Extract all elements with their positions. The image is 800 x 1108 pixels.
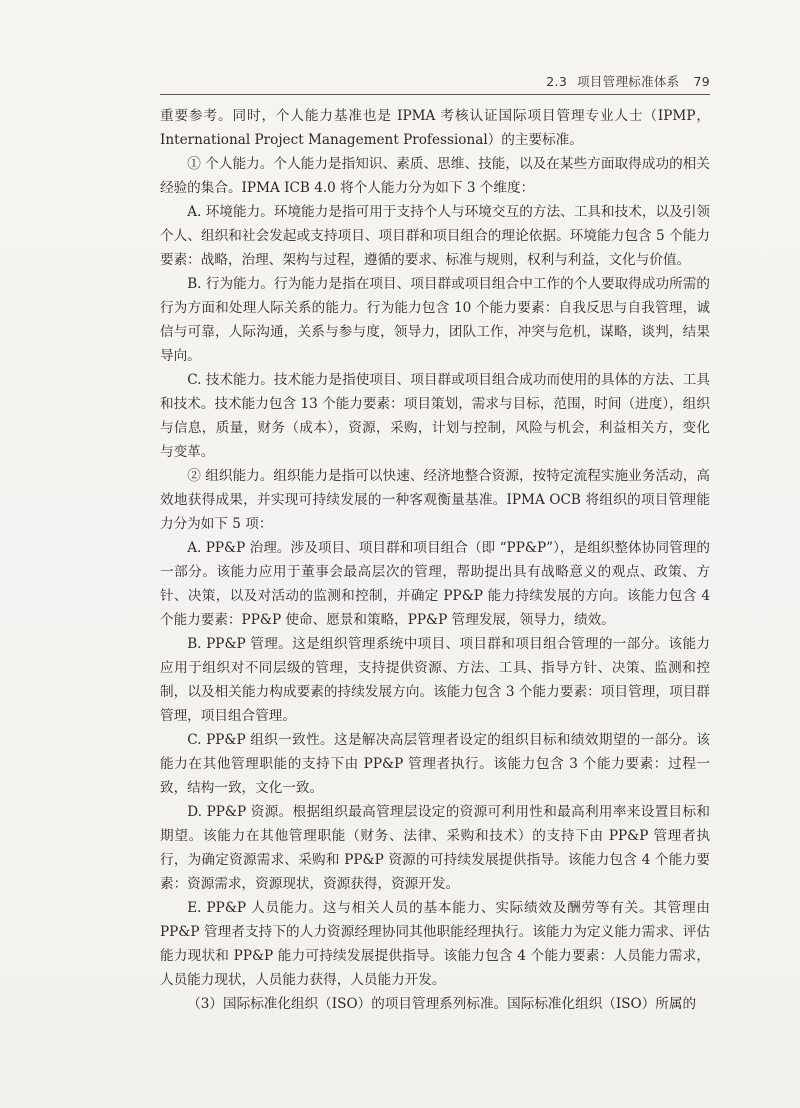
paragraph-ppp-governance: A. PP&P 治理。涉及项目、项目群和项目组合（即 “PP&P”），是组织整体协同管理的一部分。该能力应用于董事会最高层次的管理，帮助提出具有战略意义的观点、政策、方针、决策，以及对活动的监测和控制，并确定 PP&P 能力持续发展的方向。该能力包含 4 个能力要素：PP&P 使命、愿景和策略，PP&P 管理发展，领导力，绩效。 — [160, 540, 710, 628]
header-rule — [160, 94, 710, 95]
paragraph-ppp-people: E. PP&P 人员能力。这与相关人员的基本能力、实际绩效及酬劳等有关。其管理由 PP&P 管理者支持下的人力资源经理协同其他职能经理执行。该能力为定义能力需求、评估能力现状和 PP&P 能力可持续发展提供指导。该能力包含 4 个能力要素：人员能力需求，人员能力现状，人员能力获得，人员能力开发。 — [160, 900, 710, 988]
paragraph-perspective-competence: A. 环境能力。环境能力是指可用于支持个人与环境交互的方法、工具和技术，以及引领个人、组织和社会发起或支持项目、项目群和项目组合的理论依据。环境能力包含 5 个能力要素：战略，治理、架构与过程，遵循的要求、标准与规则，权利与利益，文化与价值。 — [160, 204, 710, 268]
section-title: 项目管理标准体系 — [577, 74, 680, 89]
paragraph-ppp-resources: D. PP&P 资源。根据组织最高管理层设定的资源可利用性和最高利用率来设置目标和期望。该能力在其他管理职能（财务、法律、采购和技术）的支持下由 PP&P 管理者执行，为确定资源需求、采购和 PP&P 资源的可持续发展提供指导。该能力包含 4 个能力要素：资源需求，资源现状，资源获得，资源开发。 — [160, 804, 710, 892]
paragraph-ppp-alignment: C. PP&P 组织一致性。这是解决高层管理者设定的组织目标和绩效期望的一部分。该能力在其他管理职能的支持下由 PP&P 管理者执行。该能力包含 3 个能力要素：过程一致，结构一致，文化一致。 — [160, 732, 710, 796]
paragraph-people-competence: B. 行为能力。行为能力是指在项目、项目群或项目组合中工作的个人要取得成功所需的行为方面和处理人际关系的能力。行为能力包含 10 个能力要素：自我反思与自我管理，诚信与可靠，人际沟通，关系与参与度，领导力，团队工作，冲突与危机，谋略，谈判，结果导向。 — [160, 276, 710, 364]
body-text — [160, 104, 710, 1016]
paragraph-organizational-competence: ② 组织能力。组织能力是指可以快速、经济地整合资源，按特定流程实施业务活动，高效地获得成果，并实现可持续发展的一种客观衡量基准。IPMA OCB 将组织的项目管理能力分为如下 5 项： — [160, 468, 710, 532]
paragraph-individual-competence: ① 个人能力。个人能力是指知识、素质、思维、技能，以及在某些方面取得成功的相关经验的集合。IPMA ICB 4.0 将个人能力分为如下 3 个维度： — [160, 156, 710, 196]
page-number: 79 — [693, 74, 710, 89]
paragraph-iso-standards: （3）国际标准化组织（ISO）的项目管理系列标准。国际标准化组织（ISO）所属的 — [187, 996, 697, 1012]
section-number: 2.3 — [546, 74, 568, 89]
paragraph-continuation: 重要参考。同时，个人能力基准也是 IPMA 考核认证国际项目管理专业人士（IPMP，International Project Management Professional）的主要标准。 — [160, 108, 710, 148]
running-header — [546, 72, 710, 90]
paragraph-ppp-management: B. PP&P 管理。这是组织管理系统中项目、项目群和项目组合管理的一部分。该能力应用于组织对不同层级的管理，支持提供资源、方法、工具、指导方针、决策、监测和控制，以及相关能力构成要素的持续发展方向。该能力包含 3 个能力要素：项目管理，项目群管理，项目组合管理。 — [160, 636, 710, 724]
paragraph-practice-competence: C. 技术能力。技术能力是指使项目、项目群或项目组合成功而使用的具体的方法、工具和技术。技术能力包含 13 个能力要素：项目策划，需求与目标，范围，时间（进度），组织与信息，质量，财务（成本），资源，采购，计划与控制，风险与机会，利益相关方，变化与变革。 — [160, 372, 710, 460]
